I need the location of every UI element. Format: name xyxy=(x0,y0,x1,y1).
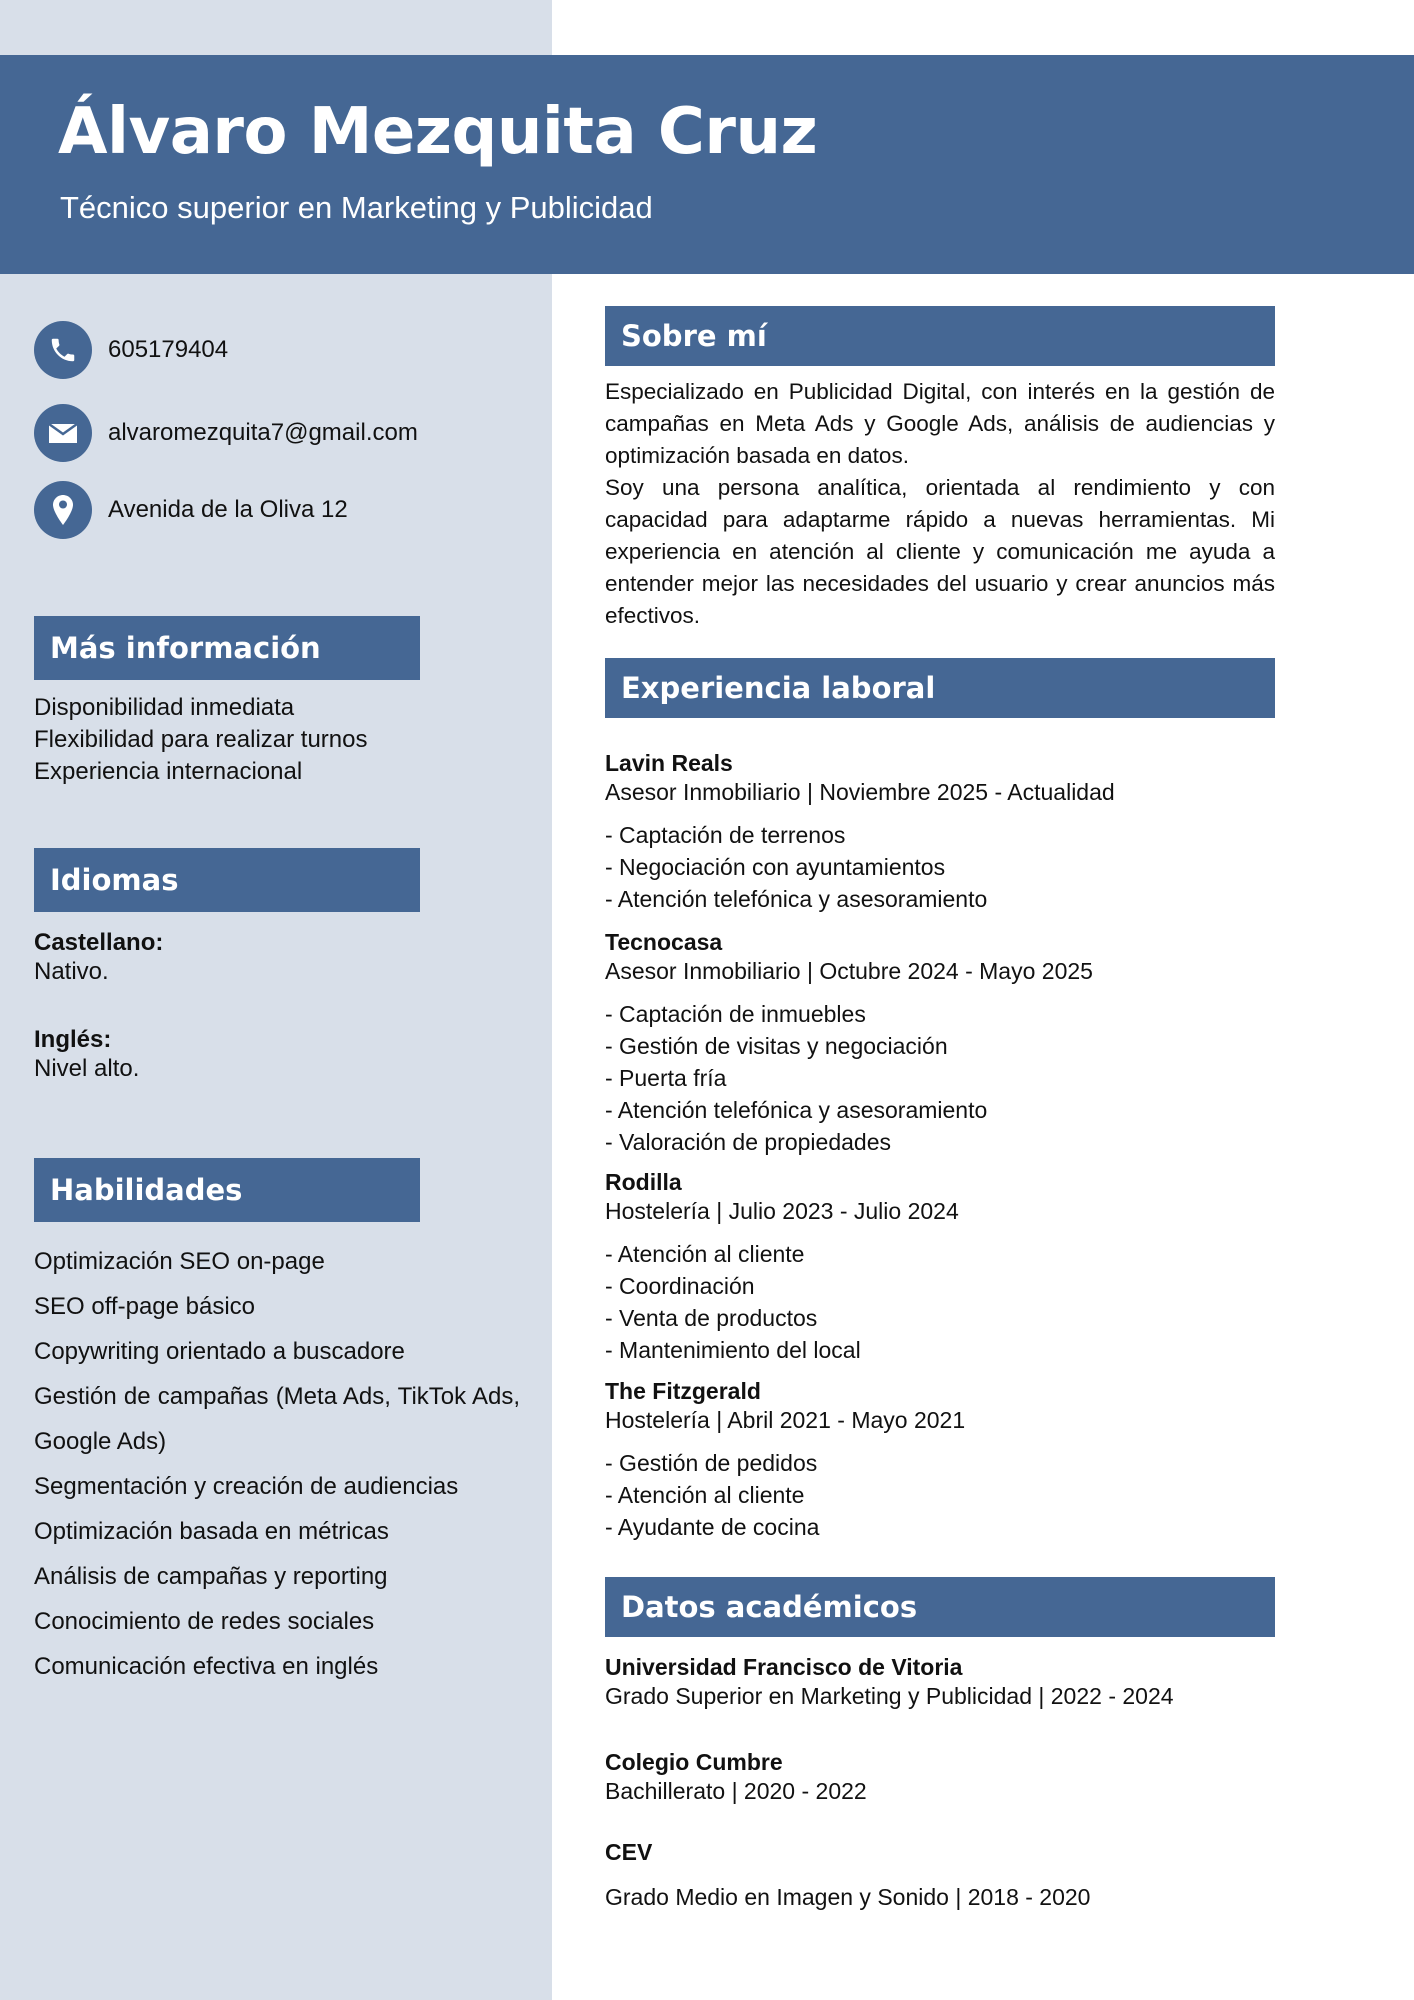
job-task: - Valoración de propiedades xyxy=(605,1129,891,1155)
job-company: Lavin Reals xyxy=(605,750,733,776)
sidebar xyxy=(0,0,552,2000)
job-role: Asesor Inmobiliario | Octubre 2024 - Mayo 2025 xyxy=(605,958,1093,984)
job-entry xyxy=(605,749,1275,915)
job-role: Asesor Inmobiliario | Noviembre 2025 - Actualidad xyxy=(605,779,1115,805)
skills-list xyxy=(34,1239,520,1689)
email-address[interactable]: alvaromezquita7@gmail.com xyxy=(108,419,418,446)
skill-item: Comunicación efectiva en inglés xyxy=(34,1653,379,1680)
job-tasks xyxy=(605,998,1275,1158)
candidate-name: Álvaro Mezquita Cruz xyxy=(58,95,818,169)
more-info-list xyxy=(34,692,368,788)
education-school: CEV xyxy=(605,1839,653,1865)
skill-item: Optimización basada en métricas xyxy=(34,1518,389,1545)
skill-item: Gestión de campañas (Meta Ads, TikTok Ads, Google Ads) xyxy=(34,1383,520,1455)
skill-item: Análisis de campañas y reporting xyxy=(34,1563,388,1590)
job-entry xyxy=(605,1168,1275,1366)
skill-item: Optimización SEO on-page xyxy=(34,1248,325,1275)
job-company: Tecnocasa xyxy=(605,929,723,955)
language-name: Castellano: xyxy=(34,929,164,956)
mail-icon xyxy=(34,404,92,462)
location-pin-icon xyxy=(34,481,92,539)
job-task: - Atención telefónica y asesoramiento xyxy=(605,886,988,912)
skill-item: Segmentación y creación de audiencias xyxy=(34,1473,459,1500)
address: Avenida de la Oliva 12 xyxy=(108,496,348,523)
education-entry xyxy=(605,1748,1275,1806)
job-task: - Captación de terrenos xyxy=(605,822,846,848)
education-entry xyxy=(605,1838,1275,1912)
contact-address xyxy=(34,481,348,539)
candidate-title: Técnico superior en Marketing y Publicidad xyxy=(60,190,653,225)
skill-item: Copywriting orientado a buscadore xyxy=(34,1338,405,1365)
language-level: Nativo. xyxy=(34,958,109,985)
job-task: - Atención telefónica y asesoramiento xyxy=(605,1097,988,1123)
section-heading-languages: Idiomas xyxy=(34,848,420,912)
skill-item: SEO off-page básico xyxy=(34,1293,256,1320)
education-school: Colegio Cumbre xyxy=(605,1749,783,1775)
education-detail: Grado Medio en Imagen y Sonido | 2018 - 2020 xyxy=(605,1884,1091,1910)
education-detail: Grado Superior en Marketing y Publicidad | 2022 - 2024 xyxy=(605,1683,1174,1709)
education-school: Universidad Francisco de Vitoria xyxy=(605,1654,963,1680)
job-tasks xyxy=(605,819,1275,915)
about-paragraph: Especializado en Publicidad Digital, con interés en la gestión de campañas en Meta Ads y Google Ads, análisis de audiencias y optimización basada en datos. xyxy=(605,379,1275,468)
language-entry xyxy=(34,1025,139,1083)
job-task: - Atención al cliente xyxy=(605,1241,805,1267)
language-entry xyxy=(34,928,163,986)
job-tasks xyxy=(605,1238,1275,1366)
job-entry xyxy=(605,1377,1275,1543)
skill-item: Conocimiento de redes sociales xyxy=(34,1608,375,1635)
education-entry xyxy=(605,1653,1275,1711)
job-role: Hostelería | Julio 2023 - Julio 2024 xyxy=(605,1198,959,1224)
more-info-item: Flexibilidad para realizar turnos xyxy=(34,726,368,753)
education-detail: Bachillerato | 2020 - 2022 xyxy=(605,1778,867,1804)
job-task: - Coordinación xyxy=(605,1273,755,1299)
language-level: Nivel alto. xyxy=(34,1055,140,1082)
job-task: - Atención al cliente xyxy=(605,1482,805,1508)
contact-phone xyxy=(34,321,228,379)
about-paragraph: Soy una persona analítica, orientada al rendimiento y con capacidad para adaptarme rápido a nuevas herramientas. Mi experiencia en atención al cliente y comunicación me ayuda a entender mejor las necesidades del usuario y crear anuncios más efectivos. xyxy=(605,475,1275,628)
contact-email xyxy=(34,404,418,462)
job-task: - Captación de inmuebles xyxy=(605,1001,866,1027)
job-company: The Fitzgerald xyxy=(605,1378,761,1404)
job-task: - Gestión de visitas y negociación xyxy=(605,1033,948,1059)
job-task: - Negociación con ayuntamientos xyxy=(605,854,946,880)
job-company: Rodilla xyxy=(605,1169,682,1195)
section-heading-about: Sobre mí xyxy=(605,306,1275,366)
section-heading-more-info: Más información xyxy=(34,616,420,680)
section-heading-education: Datos académicos xyxy=(605,1577,1275,1637)
job-task: - Mantenimiento del local xyxy=(605,1337,861,1363)
more-info-item: Disponibilidad inmediata xyxy=(34,694,295,721)
job-task: - Puerta fría xyxy=(605,1065,727,1091)
section-heading-experience: Experiencia laboral xyxy=(605,658,1275,718)
phone-icon xyxy=(34,321,92,379)
job-task: - Venta de productos xyxy=(605,1305,818,1331)
job-task: - Gestión de pedidos xyxy=(605,1450,818,1476)
language-name: Inglés: xyxy=(34,1026,112,1053)
phone-number[interactable]: 605179404 xyxy=(108,336,229,363)
about-text xyxy=(605,376,1275,632)
more-info-item: Experiencia internacional xyxy=(34,758,303,785)
job-role: Hostelería | Abril 2021 - Mayo 2021 xyxy=(605,1407,966,1433)
job-task: - Ayudante de cocina xyxy=(605,1514,820,1540)
job-entry xyxy=(605,928,1275,1158)
section-heading-skills: Habilidades xyxy=(34,1158,420,1222)
job-tasks xyxy=(605,1447,1275,1543)
